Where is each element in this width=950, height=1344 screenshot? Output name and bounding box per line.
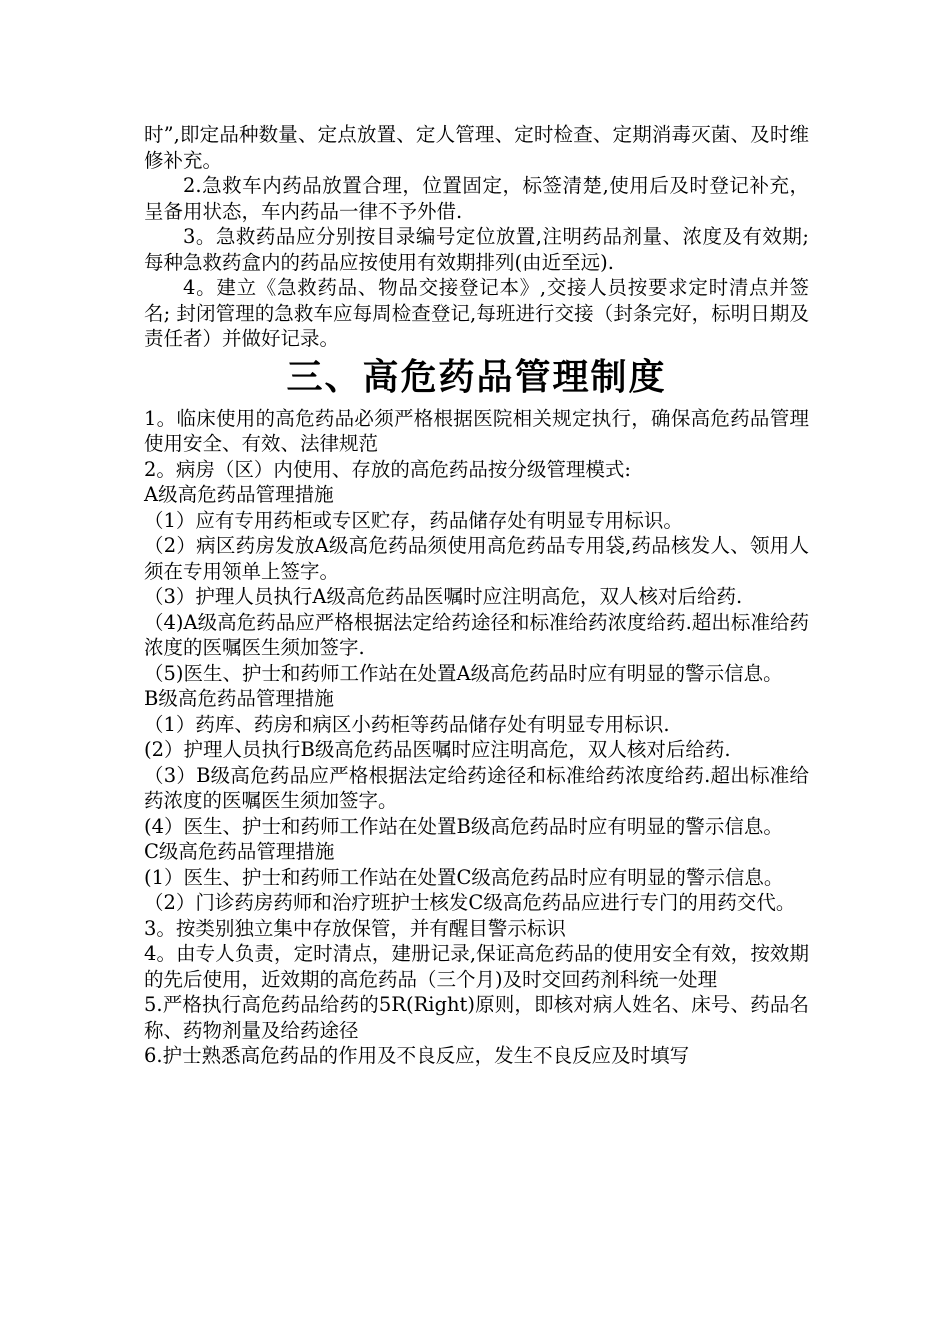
item-1: 1。临床使用的高危药品必须严格根据医院相关规定执行，确保高危药品管理使用安全、有效、法律规范 [144,406,809,455]
b-item-4: (4）医生、护士和药师工作站在处置B级高危药品时应有明显的警示信息。 [144,814,783,838]
b-item-2: (2）护理人员执行B级高危药品医嘱时应注明高危，双人核对后给药. [144,738,731,761]
subheading-c: C级高危药品管理措施 [144,840,335,863]
subheading-a: A级高危药品管理措施 [144,483,334,506]
paragraph-3: 3。急救药品应分别按目录编号定位放置,注明药品剂量、浓度及有效期; 每种急救药盒内的药品应按使用有效期排列(由近至远). [144,225,809,274]
a-item-4: （4)A级高危药品应严格根据法定给药途径和标准给药浓度给药.超出标准给药浓度的医嘱医生须加签字. [144,610,809,659]
item-2: 2。病房（区）内使用、存放的高危药品按分级管理模式: [144,457,631,481]
a-item-2: （2）病区药房发放A级高危药品须使用高危药品专用袋,药品核发人、领用人须在专用领单上签字。 [144,534,809,583]
b-item-3: （3）B级高危药品应严格根据法定给药途径和标准给药浓度给药.超出标准给药浓度的医嘱医生须加签字。 [144,763,809,812]
a-item-3: （3）护理人员执行A级高危药品医嘱时应注明高危，双人核对后给药. [144,585,743,608]
item-6: 6.护士熟悉高危药品的作用及不良反应，发生不良反应及时填写 [144,1044,690,1067]
paragraph-4: 4。建立《急救药品、物品交接登记本》,交接人员按要求定时清点并签名; 封闭管理的急救车应每周检查登记,每班进行交接（封条完好，标明日期及责任者）并做好记录。 [144,276,809,350]
section-title: 三、高危药品管理制度 [286,356,667,398]
paragraph-2: 2.急救车内药品放置合理，位置固定，标签清楚,使用后及时登记补充，呈备用状态，车内药品一律不予外借. [144,174,809,223]
c-item-2: （2）门诊药房药师和治疗班护士核发C级高危药品应进行专门的用药交代。 [144,891,796,914]
item-5: 5.严格执行高危药品给药的5R(Right)原则，即核对病人姓名、床号、药品名称、药物剂量及给药途径 [144,993,809,1042]
item-3: 3。按类别独立集中存放保管，并有醒目警示标识 [144,916,566,940]
a-item-1: （1）应有专用药柜或专区贮存，药品储存处有明显专用标识。 [144,508,683,532]
b-item-1: （1）药库、药房和病区小药柜等药品储存处有明显专用标识. [144,712,670,736]
c-item-1: (1）医生、护士和药师工作站在处置C级高危药品时应有明显的警示信息。 [144,865,784,889]
subheading-b: B级高危药品管理措施 [144,687,334,710]
item-4: 4。由专人负责，定时清点，建册记录,保证高危药品的使用安全有效，按效期的先后使用，近效期的高危药品（三个月)及时交回药剂科统一处理 [144,942,809,991]
paragraph-continued: 时”,即定品种数量、定点放置、定人管理、定时检查、定期消毒灭菌、及时维修补充。 [144,123,809,172]
a-item-5: （5)医生、护士和药师工作站在处置A级高危药品时应有明显的警示信息。 [144,661,783,685]
document-page [144,122,809,1069]
